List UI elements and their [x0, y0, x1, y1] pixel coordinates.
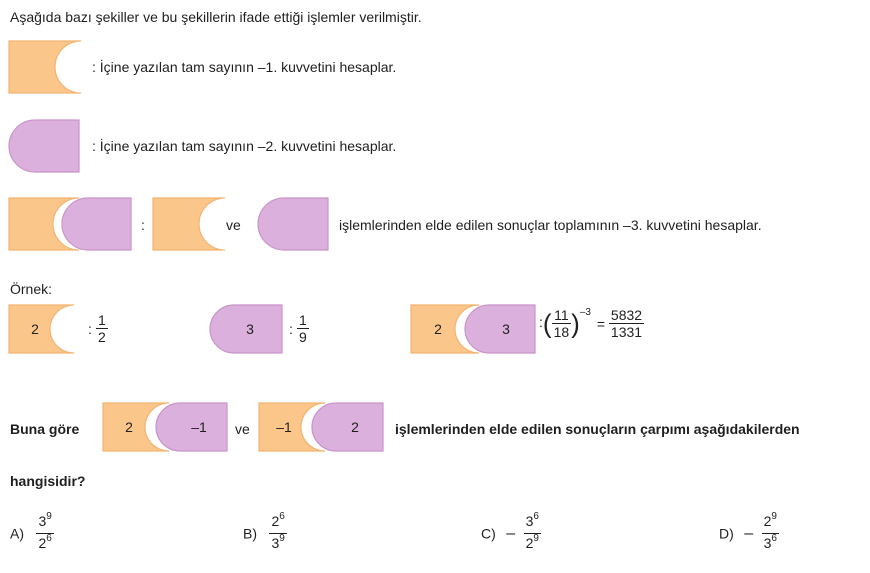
option-b-den-exp: 9: [279, 533, 285, 544]
example3-inner-num: 11: [554, 307, 569, 323]
example2-num: 1: [299, 312, 307, 328]
example3-left-value: 2: [434, 321, 442, 337]
purple-shape: [258, 198, 328, 250]
option-d[interactable]: [719, 512, 779, 555]
example2-value: 3: [246, 321, 254, 337]
option-b-num-base: 2: [271, 513, 280, 529]
example3-colon: :: [539, 314, 543, 331]
option-c[interactable]: [481, 512, 541, 555]
option-c-den-base: 2: [525, 535, 534, 551]
option-d-label: D): [719, 525, 734, 542]
option-b-num-exp: 6: [279, 511, 285, 522]
option-a[interactable]: [10, 512, 54, 555]
rule1-text: : İçine yazılan tam sayının –1. kuvvetini hesaplar.: [92, 59, 397, 75]
option-d-den-base: 3: [763, 535, 772, 551]
example3-inner-den: 18: [553, 324, 570, 340]
question-shape1-left: 2: [125, 419, 133, 435]
question-shape2-left: –1: [276, 419, 292, 435]
example1-value: 2: [31, 321, 39, 337]
option-d-num-exp: 9: [771, 511, 777, 522]
option-a-num-base: 3: [38, 513, 47, 529]
option-d-den-exp: 6: [771, 533, 777, 544]
option-c-num-base: 3: [525, 513, 534, 529]
purple-shape: [9, 120, 79, 172]
example1-den: 2: [98, 329, 106, 345]
question-text-continued: hangisidir?: [10, 473, 86, 489]
orange-shape: [153, 198, 225, 250]
option-a-den-exp: 6: [46, 533, 52, 544]
example3-exponent: –3: [579, 307, 591, 319]
example3-combined-shape: [411, 305, 535, 353]
option-a-den-base: 2: [38, 535, 47, 551]
question-shape2-right: 2: [351, 419, 359, 435]
option-c-num-exp: 6: [533, 511, 539, 522]
example1-num: 1: [98, 312, 106, 328]
option-b-label: B): [243, 525, 257, 542]
example2-purple-shape: [210, 305, 282, 353]
example-title: Örnek:: [10, 281, 53, 297]
example2-den: 9: [299, 329, 307, 345]
question-text: işlemlerinden elde edilen sonuçların çarpımı aşağıdakilerden: [395, 421, 800, 437]
option-c-den-exp: 9: [533, 533, 539, 544]
option-c-sign: –: [506, 524, 516, 542]
orange-shape: [9, 41, 81, 93]
question-ve: ve: [235, 421, 250, 437]
option-d-num-base: 2: [763, 513, 772, 529]
example2-result: [297, 312, 309, 345]
question-shape1-right: –1: [191, 419, 207, 435]
option-b-den-base: 3: [271, 535, 280, 551]
example3-right-value: 3: [502, 321, 510, 337]
intro-text: Aşağıda bazı şekiller ve bu şekillerin ifade ettiği işlemler verilmiştir.: [10, 9, 422, 25]
combined-shape: [9, 198, 131, 250]
rule2-text: : İçine yazılan tam sayının –2. kuvvetini hesaplar.: [92, 138, 397, 154]
example3-res-num: 5832: [610, 307, 643, 323]
example2-colon: :: [289, 321, 293, 337]
example1-colon: :: [88, 321, 92, 337]
question-combined-shape-1: [103, 403, 227, 451]
example1-result: [96, 312, 108, 345]
option-b[interactable]: [243, 512, 287, 555]
example3-result: :( $\frac{11}{18}$ )$^{-3}$ = $\frac{5832}{1331}$: [539, 307, 643, 340]
option-d-sign: –: [744, 524, 754, 542]
rule3-text: işlemlerinden elde edilen sonuçlar toplamının –3. kuvvetini hesaplar.: [339, 217, 762, 233]
rule3-ve: ve: [226, 217, 241, 233]
rule3-colon: :: [141, 217, 145, 233]
question-prefix: Buna göre: [10, 421, 80, 437]
question-combined-shape-2: [259, 403, 383, 451]
option-a-label: A): [10, 525, 24, 542]
option-a-num-exp: 9: [46, 511, 52, 522]
example3-equals: =: [596, 315, 606, 332]
example3-res-den: 1331: [610, 324, 643, 340]
example1-orange-shape: [9, 305, 74, 353]
option-c-label: C): [481, 525, 496, 542]
